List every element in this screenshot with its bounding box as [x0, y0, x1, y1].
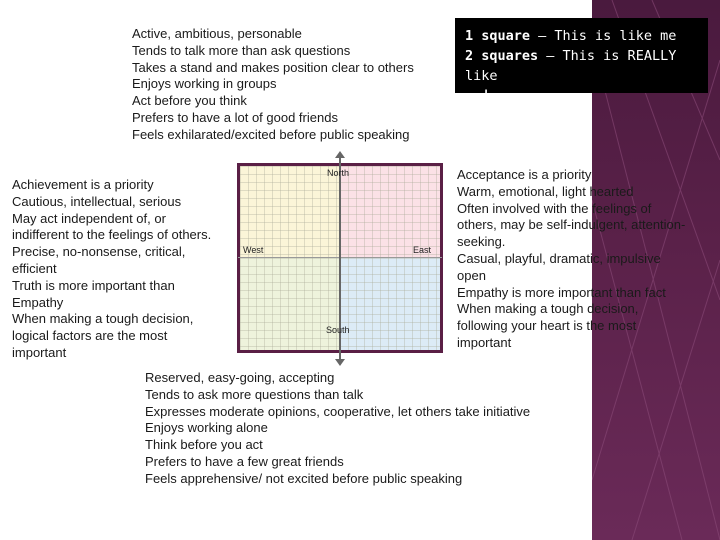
legend-text-1: – This is like me [530, 28, 677, 44]
south-line: Expresses moderate opinions, cooperative, let others take initiative [145, 403, 531, 419]
north-line: Enjoys working in groups [132, 76, 277, 92]
east-line: Casual, playful, dramatic, impulsive [457, 250, 661, 266]
east-line: Empathy is more important than fact [457, 284, 666, 300]
east-line: Warm, emotional, light hearted [457, 183, 634, 199]
east-line: Often involved with the feelings of [457, 200, 652, 216]
east-line: When making a tough decision, [457, 301, 639, 317]
north-line: Act before you think [132, 93, 247, 109]
north-line: Prefers to have a lot of good friends [132, 109, 338, 125]
north-line: Feels exhilarated/excited before public speaking [132, 126, 410, 142]
west-line: May act independent of, or [12, 210, 166, 226]
legend-exclamation: ! [481, 86, 491, 105]
south-line: Think before you act [145, 437, 263, 453]
legend-line-1 [465, 26, 698, 46]
south-line: Reserved, easy-going, accepting [145, 370, 335, 385]
west-line: Achievement is a priority [12, 177, 154, 192]
east-line: open [457, 267, 486, 283]
quadrant-south-west [240, 258, 340, 350]
west-label: West [243, 245, 264, 255]
north-line: Takes a stand and makes position clear to others [132, 59, 414, 75]
north-line: Tends to talk more than ask questions [132, 42, 351, 58]
legend-text-2: – This is REALLY like [465, 48, 677, 84]
west-line: Cautious, intellectual, serious [12, 193, 182, 209]
east-line: others, may be self-indulgent, attention- [457, 217, 686, 233]
west-line: efficient [12, 260, 57, 276]
east-label: East [413, 245, 432, 255]
west-line: important [12, 344, 67, 360]
west-line: When making a tough decision, [12, 311, 194, 327]
arrow-up-icon [335, 151, 345, 158]
north-line: Active, ambitious, personable [132, 26, 302, 41]
legend-text-3: me [465, 89, 482, 105]
east-line: seeking. [457, 234, 506, 250]
legend-key-2: 2 squares [465, 48, 539, 64]
south-line: Tends to ask more questions than talk [145, 386, 364, 402]
south-description [145, 370, 530, 488]
legend-box [455, 18, 708, 105]
west-line: logical factors are the most [12, 328, 168, 344]
south-line: Enjoys working alone [145, 420, 268, 436]
west-line: Empathy [12, 294, 64, 310]
west-description [12, 177, 211, 362]
legend-line-3 [465, 86, 698, 107]
east-line: Acceptance is a priority [457, 167, 592, 182]
arrow-down-icon [335, 359, 345, 366]
north-description [132, 26, 414, 144]
quadrant-south-east [340, 258, 440, 350]
south-line: Prefers to have a few great friends [145, 453, 344, 469]
legend-line-2 [465, 46, 698, 86]
east-description [457, 167, 685, 352]
west-line: indifferent to the feelings of others. [12, 227, 212, 243]
west-line: Precise, no-nonsense, critical, [12, 244, 186, 260]
legend-key-1: 1 square [465, 28, 531, 44]
north-label: North [327, 168, 350, 178]
east-line: following your heart is the most [457, 318, 637, 334]
south-label: South [326, 325, 350, 335]
south-line: Feels apprehensive/ not excited before public speaking [145, 470, 463, 486]
east-line: important [457, 334, 512, 350]
west-line: Truth is more important than [12, 277, 175, 293]
